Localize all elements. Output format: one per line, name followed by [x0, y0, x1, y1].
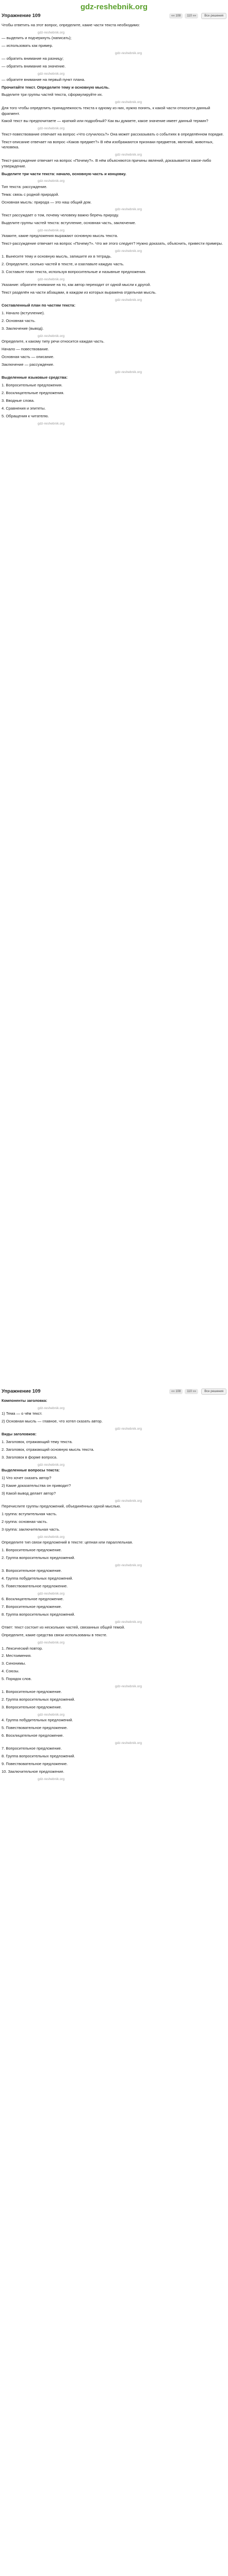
text-line: 4. Группа побудительных предложений. — [2, 1576, 73, 1581]
text-heading: Выделенные вопросы текста: — [2, 1468, 60, 1473]
text-heading: Выделите три части текста: начало, основную часть и концовку. — [2, 171, 126, 176]
text-line: — обратить внимание на значение. — [2, 64, 66, 69]
text-line: 3. Вводные слова. — [2, 398, 35, 403]
exercise-header-bottom — [2, 1388, 226, 1395]
watermark: gdz-reshebnik.org — [38, 1713, 65, 1717]
text-line: Тип текста: рассуждение. — [2, 184, 47, 189]
text-line: 1. Заголовок, отражающий тему текста. — [2, 1439, 73, 1445]
text-heading: Выделенные языковые средства: — [2, 375, 68, 380]
watermark: gdz-reshebnik.org — [38, 1641, 65, 1645]
text-line: Текст разделён на части абзацами, в каждом из которых выражена отдельная мысль. — [2, 290, 157, 295]
watermark: gdz-reshebnik.org — [115, 1499, 142, 1503]
text-line: Текст-повествование отвечает на вопрос «Что случилось?» Она может рассказывать о событиях в определённом порядке. — [2, 131, 224, 137]
text-line: 1. Лексический повтор. — [2, 1646, 43, 1651]
text-line: 1) Что хочет сказать автор? — [2, 1476, 52, 1481]
text-line: 3. Синонимы. — [2, 1661, 26, 1666]
text-line: Начало — повествование. — [2, 347, 50, 352]
watermark: gdz-reshebnik.org — [38, 1591, 65, 1596]
text-line: — выделить и подчеркнуть (написать); — [2, 36, 72, 41]
text-line: Чтобы ответить на этот вопрос, определите, какие части текста необходимо: — [2, 23, 140, 27]
watermark: gdz-reshebnik.org — [115, 1563, 142, 1567]
text-line: — обратить внимание на разницу; — [2, 56, 64, 61]
watermark: gdz-reshebnik.org — [38, 334, 65, 338]
text-line: 1 группа: вступительная часть. — [2, 1512, 57, 1517]
text-line: 2. Заголовок, отражающий основную мысль текста. — [2, 1447, 94, 1452]
text-line: Перечислите группы предложений, объединённых одной мыслью. — [2, 1504, 121, 1509]
text-line: 2) Основная мысль — главное, что хотел сказать автор. — [2, 1419, 103, 1424]
text-line: 2. Местоимения. — [2, 1653, 32, 1658]
text-line: 3. Составьте план текста, используя вопросительные и назывные предложения. — [2, 269, 146, 274]
text-line: 3. Заголовок в форме вопроса. — [2, 1455, 58, 1460]
text-line: Ответ: текст состоит из нескольких частей, связанных общей темой. — [2, 1625, 125, 1630]
text-line: 2. Группа вопросительных предложений. — [2, 1697, 75, 1702]
prev-exercise-button[interactable]: «« 108 — [169, 1389, 183, 1395]
watermark: gdz-reshebnik.org — [38, 421, 65, 426]
watermark: gdz-reshebnik.org — [115, 52, 142, 56]
watermark: gdz-reshebnik.org — [38, 72, 65, 76]
text-line: Указание: обратите внимание на то, как автор переходит от одной мысли к другой. — [2, 282, 151, 287]
watermark: gdz-reshebnik.org — [38, 30, 65, 35]
text-line: 5. Порядок слов. — [2, 1676, 32, 1682]
text-line: 3) Какой вывод делает автор? — [2, 1491, 56, 1496]
watermark: gdz-reshebnik.org — [38, 1463, 65, 1467]
text-line: — обратите внимание на первый пункт плана. — [2, 77, 85, 82]
text-heading: Компоненты заголовка: — [2, 1398, 47, 1403]
text-line: 5. Повествовательное предложение. — [2, 1725, 68, 1731]
all-solutions-button[interactable]: Все решения — [201, 1388, 226, 1395]
text-line: Укажите, какие предложения выражают основную мысль текста. — [2, 233, 118, 239]
watermark: gdz-reshebnik.org — [115, 100, 142, 105]
watermark: gdz-reshebnik.org — [115, 1684, 142, 1688]
text-line: 3 группа: заключительная часть. — [2, 1527, 60, 1532]
text-line: Текст-рассуждение отвечает на вопрос «Почему?». Что же этого следует? Нужно доказать, объяснить, привести примеры. — [2, 241, 223, 246]
text-line: 7. Вопросительное предложение. — [2, 1604, 62, 1609]
next-exercise-button[interactable]: 110 »» — [185, 1389, 198, 1395]
text-line: 9. Повествовательное предложение. — [2, 1761, 68, 1767]
next-exercise-button[interactable]: 110 »» — [185, 13, 198, 19]
text-line: Заключение — рассуждение. — [2, 362, 54, 367]
site-logo[interactable]: gdz-reshebnik.org — [80, 3, 148, 11]
watermark: gdz-reshebnik.org — [38, 1777, 65, 1781]
text-line: 8. Группа вопросительных предложений. — [2, 1754, 75, 1759]
text-line: 1) Тема — о чём текст. — [2, 1411, 42, 1416]
text-heading: Виды заголовков: — [2, 1432, 37, 1437]
exercise-title: Упражнение 109 — [2, 1388, 41, 1395]
text-line: Определите, какие средства связи использованы в тексте. — [2, 1633, 107, 1638]
watermark: gdz-reshebnik.org — [38, 228, 65, 232]
text-line: 1. Вопросительное предложение. — [2, 1689, 62, 1694]
text-line: Текст-рассуждение отвечает на вопрос «Почему?». В нём объясняются причины явлений, доказывается какое-либо утверждение. — [2, 158, 211, 168]
text-line: Выделите группы частей текста: вступление, основная часть, заключение. — [2, 220, 136, 225]
watermark: gdz-reshebnik.org — [38, 179, 65, 183]
text-line: 4. Группа побудительных предложений. — [2, 1718, 73, 1723]
text-line: 3. Вопросительное предложение. — [2, 1568, 62, 1573]
watermark: gdz-reshebnik.org — [38, 1406, 65, 1410]
watermark: gdz-reshebnik.org — [115, 1620, 142, 1624]
text-line: Определите, к какому типу речи относится каждая часть. — [2, 339, 105, 344]
text-line: Текст рассуждает о том, почему человеку важно беречь природу. — [2, 212, 119, 217]
text-line: 6. Восклицательное предложение. — [2, 1733, 64, 1738]
text-line: 4. Союзы. — [2, 1669, 20, 1674]
watermark: gdz-reshebnik.org — [115, 298, 142, 302]
text-line: Выделите три группы частей текста, сформулируйте их. — [2, 92, 103, 97]
text-line: 1. Вопросительные предложения. — [2, 383, 63, 388]
text-line: 3. Вопросительное предложение. — [2, 1705, 62, 1710]
text-line: 7. Вопросительное предложение. — [2, 1746, 62, 1751]
text-line: Определите тип связи предложений в тексте: цепная или параллельная. — [2, 1540, 133, 1545]
text-line: 4. Сравнения и эпитеты. — [2, 405, 46, 411]
text-line: 3. Заключение (вывод). — [2, 326, 44, 331]
exercise-header-top — [2, 12, 226, 20]
text-line: Основная часть — описание. — [2, 354, 55, 360]
text-line: 2. Группа вопросительных предложений. — [2, 1555, 75, 1560]
text-line: 2. Основная часть. — [2, 318, 36, 324]
text-line: 1. Начало (вступление). — [2, 311, 45, 316]
text-line: 2) Какие доказательства он приводит? — [2, 1483, 71, 1488]
watermark: gdz-reshebnik.org — [115, 1741, 142, 1745]
watermark: gdz-reshebnik.org — [115, 1427, 142, 1431]
watermark: gdz-reshebnik.org — [38, 277, 65, 281]
all-solutions-button[interactable]: Все решения — [201, 13, 226, 20]
text-heading: Прочитайте текст. Определите тему и основную мысль. — [2, 84, 110, 90]
text-line: 2. Определите, сколько частей в тексте, и озаглавьте каждую часть. — [2, 262, 124, 267]
watermark: gdz-reshebnik.org — [38, 1535, 65, 1539]
text-line: — использовать как пример. — [2, 43, 53, 48]
text-line: 10. Заключительное предложение. — [2, 1769, 64, 1774]
text-line: Текст-описание отвечает на вопрос «Каков предмет?» В нём изображаются признаки предметов, явлений, животных, человека. — [2, 139, 214, 150]
exercise-title: Упражнение 109 — [2, 13, 41, 19]
text-line: 2. Восклицательные предложения. — [2, 391, 64, 396]
text-line: 5. Обращения к читателю. — [2, 413, 49, 418]
text-line: 1. Вынесите тему и основную мысль, запишите их в тетрадь. — [2, 254, 112, 259]
watermark: gdz-reshebnik.org — [115, 370, 142, 374]
text-line: 5. Повествовательное предложение. — [2, 1584, 68, 1589]
text-line: Тема: связь с родной природой. — [2, 192, 59, 197]
text-line: Для того чтобы определить принадлежность текста к одному из них, нужно понять, к какой части относится данный фрагмент. — [2, 105, 210, 116]
text-line: Какой текст вы предпочитаете — краткий или подробный? Как вы думаете, какое значение имеет данный термин? — [2, 118, 208, 124]
watermark: gdz-reshebnik.org — [115, 249, 142, 253]
solution-part-1 — [2, 23, 226, 1372]
text-line: 6. Восклицательное предложение. — [2, 1597, 64, 1602]
prev-exercise-button[interactable]: «« 108 — [169, 13, 183, 19]
watermark: gdz-reshebnik.org — [115, 153, 142, 157]
text-line: Основная мысль: природа — это наш общий дом. — [2, 199, 92, 205]
watermark: gdz-reshebnik.org — [115, 208, 142, 212]
text-line: 1. Вопросительное предложение. — [2, 1548, 62, 1553]
solution-part-2 — [2, 1398, 226, 2576]
text-heading: Составленный план по частям текста: — [2, 303, 76, 308]
watermark: gdz-reshebnik.org — [38, 127, 65, 131]
text-line: 8. Группа вопросительных предложений. — [2, 1612, 75, 1617]
text-line: 2 группа: основная часть. — [2, 1519, 48, 1524]
